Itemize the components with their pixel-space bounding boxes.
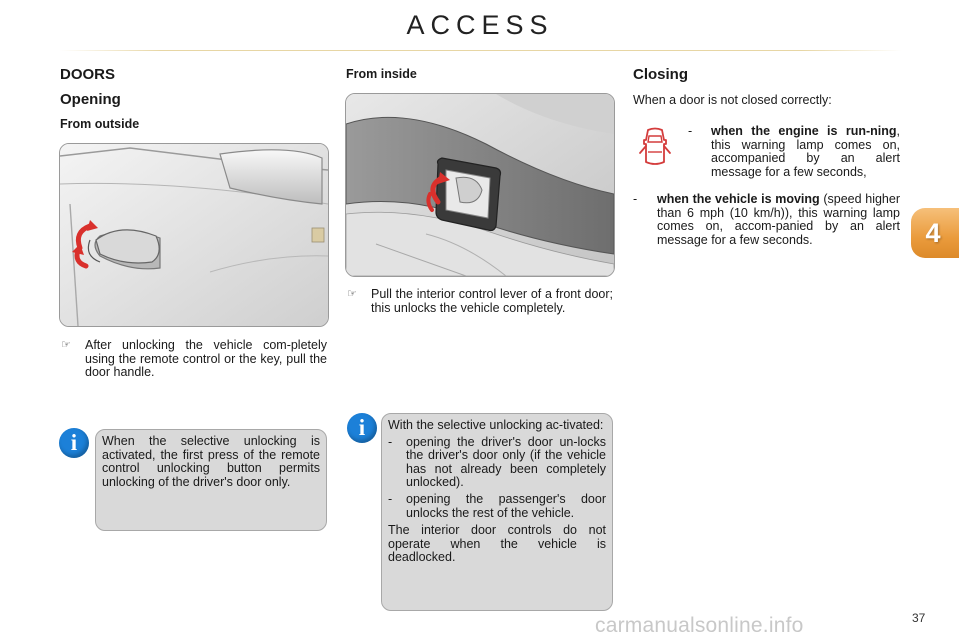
closing-item-vehicle-moving [633,193,900,247]
closing-item-engine-running [688,125,900,179]
exterior-door-handle-illustration [59,143,329,327]
dash-marker: - [688,124,693,138]
info-intro-text: With the selective unlocking ac-tivated: [388,418,604,432]
closing-intro-text: When a door is not closed correctly: [633,93,832,107]
interior-door-svg [346,94,614,276]
instruction-from-outside [61,339,327,380]
dash-marker: - [388,434,393,449]
closing-item-text [657,193,900,247]
door-open-warning-icon [638,126,672,170]
instruction-from-inside-text: Pull the interior control lever of a front door; this unlocks the vehicle completely. [371,287,613,315]
closing-item-rest: (speed higher than 6 mph (10 km/h)), this warning lamp comes on, accom-panied by an alert message for a few seconds. [657,192,900,247]
title-divider [60,50,902,51]
instruction-from-inside [347,288,613,315]
heading-from-outside: From outside [60,117,140,131]
pointing-hand-icon: ☞ [61,339,71,351]
info-item-text: opening the driver's door un-locks the driver's door only (if the vehicle has not already been completely unlocked). [406,434,606,490]
chapter-number: 4 [925,218,941,248]
heading-from-inside: From inside [346,67,417,81]
dash-marker: - [388,491,393,506]
closing-item-bold: when the vehicle is moving [657,192,820,206]
info-outro-text: The interior door controls do not operate when the vehicle is deadlocked. [388,523,606,565]
pointing-hand-icon: ☞ [347,288,357,300]
page-title: ACCESS [406,10,554,40]
watermark: carmanualsonline.info [595,614,804,637]
info-icon: i [347,413,377,443]
door-open-warning-svg [638,126,672,170]
instruction-from-outside-text: After unlocking the vehicle com-pletely using the remote control or the key, pull the door handle. [85,338,327,380]
info-icon: i [59,428,89,458]
subsection-heading-opening: Opening [60,91,121,108]
section-heading-doors: DOORS [60,66,116,83]
list-item [388,493,606,520]
list-item [388,436,606,490]
info-text-outside: When the selective unlocking is activated, the first press of the remote control unlocking button permits unlocking of the driver's door only. [102,434,320,489]
closing-item-text [711,125,900,179]
subsection-heading-closing: Closing [633,66,688,83]
exterior-door-svg [60,144,328,326]
interior-door-lever-illustration [345,93,615,277]
dash-marker: - [633,192,638,206]
info-item-text: opening the passenger's door unlocks the rest of the vehicle. [406,491,606,520]
info-box-selective-unlocking-outside [95,429,327,531]
page-number: 37 [912,611,926,625]
info-box-selective-unlocking-inside [381,413,613,611]
closing-item-bold: when the engine is run-ning [711,124,897,138]
closing-item-rest: , this warning lamp comes on, accompanied by an alert message for a few seconds, [711,124,900,179]
